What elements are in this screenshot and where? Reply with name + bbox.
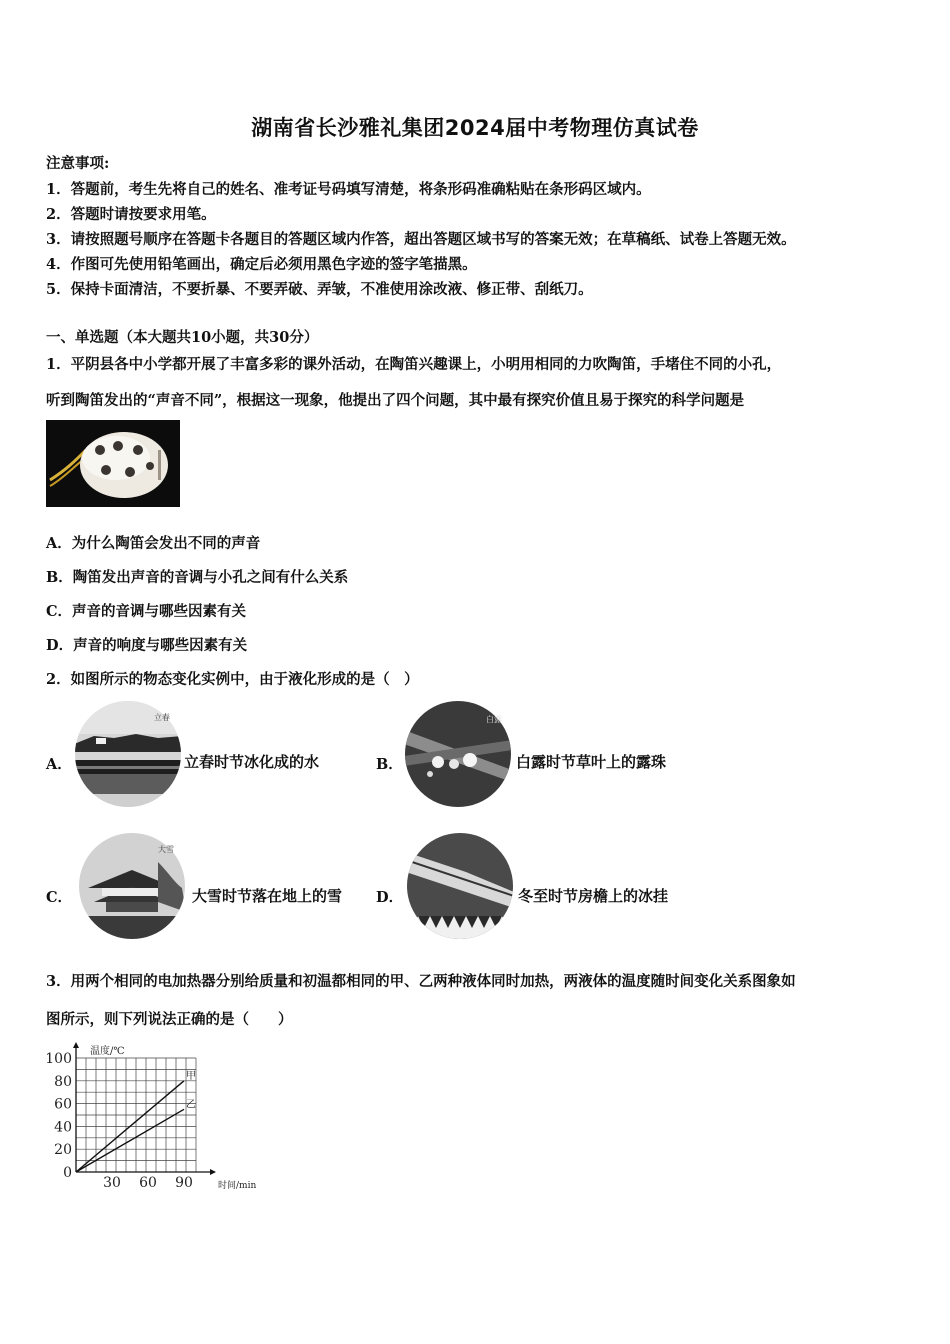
chart-svg bbox=[40, 1036, 257, 1196]
photo-caption: 大雪 bbox=[158, 845, 174, 854]
ocarina-photo bbox=[46, 420, 180, 507]
page-title: 湖南省长沙雅礼集团2024届中考物理仿真试卷 bbox=[251, 116, 699, 140]
series-label: 甲 bbox=[186, 1070, 196, 1082]
notice-heading: 注意事项: bbox=[46, 155, 110, 172]
notice-item: 5．保持卡面清洁，不要折暴、不要弄破、弄皱，不准使用涂改液、修正带、刮纸刀。 bbox=[46, 281, 593, 298]
notice-item: 1．答题前，考生先将自己的姓名、准考证号码填写清楚，将条形码准确粘贴在条形码区域内。 bbox=[46, 181, 651, 198]
y-tick-label: 60 bbox=[54, 1096, 72, 1113]
notice-item: 4．作图可先使用铅笔画出，确定后必须用黑色字迹的签字笔描黑。 bbox=[46, 256, 477, 273]
q3-stem-line2: 图所示，则下列说法正确的是（ ） bbox=[46, 1011, 293, 1028]
thawing-ice-photo bbox=[74, 700, 182, 808]
y-tick-label: 100 bbox=[45, 1051, 72, 1067]
x-axis-label: 时间/min bbox=[218, 1181, 257, 1191]
q2-stem: 2．如图所示的物态变化实例中，由于液化形成的是（ ） bbox=[46, 671, 419, 688]
q2-option-d-label: D． bbox=[376, 889, 404, 906]
y-tick-label: 40 bbox=[54, 1119, 72, 1136]
y-tick-label: 0 bbox=[63, 1165, 72, 1181]
dew-on-grass-photo bbox=[404, 700, 512, 808]
q2-option-b-label: B． bbox=[376, 756, 403, 773]
section-heading: 一、单选题（本大题共10小题，共30分） bbox=[46, 329, 319, 346]
q1-stem-line1: 1．平阴县各中小学都开展了丰富多彩的课外活动，在陶笛兴趣课上，小明用相同的力吹陶笛，手堵住不同的小孔， bbox=[46, 356, 782, 373]
x-axis-arrow bbox=[210, 1169, 216, 1175]
y-axis-arrow bbox=[73, 1042, 79, 1048]
y-tick-label: 20 bbox=[54, 1142, 72, 1159]
q2-option-a-label: A． bbox=[46, 756, 72, 773]
q1-stem-line2: 听到陶笛发出的“声音不同”，根据这一现象，他提出了四个问题，其中最有探究价值且易于探究的科学问题是 bbox=[46, 392, 745, 409]
q2-option-a-text: 立春时节冰化成的水 bbox=[184, 753, 320, 771]
q2-option-c-text: 大雪时节落在地上的雪 bbox=[192, 887, 343, 905]
q1-option-b: B．陶笛发出声音的音调与小孔之间有什么关系 bbox=[46, 569, 349, 586]
snow-scene-photo bbox=[78, 832, 186, 940]
y-axis-label: 温度/℃ bbox=[90, 1046, 125, 1057]
notice-item: 3．请按照题号顺序在答题卡各题目的答题区域内作答，超出答题区域书写的答案无效；在草稿纸、试卷上答题无效。 bbox=[46, 231, 796, 248]
photo-caption: 立春 bbox=[154, 713, 170, 722]
q1-option-c: C．声音的音调与哪些因素有关 bbox=[46, 603, 247, 620]
q2-option-d-text: 冬至时节房檐上的冰挂 bbox=[518, 887, 669, 905]
q1-option-a: A．为什么陶笛会发出不同的声音 bbox=[46, 535, 261, 552]
y-tick-label: 80 bbox=[54, 1073, 72, 1090]
x-tick-label: 30 bbox=[103, 1175, 121, 1191]
series-line-2 bbox=[76, 1109, 184, 1172]
icicles-photo bbox=[406, 832, 514, 940]
x-tick-label: 90 bbox=[175, 1175, 193, 1191]
q3-stem-line1: 3．用两个相同的电加热器分别给质量和初温都相同的甲、乙两种液体同时加热，两液体的温度随时间变化关系图象如 bbox=[46, 973, 796, 990]
temperature-time-chart bbox=[40, 1036, 257, 1196]
notice-item: 2．答题时请按要求用笔。 bbox=[46, 206, 216, 223]
x-tick-label: 60 bbox=[139, 1175, 157, 1191]
q2-option-b-text: 白露时节草叶上的露珠 bbox=[516, 753, 667, 771]
series-label: 乙 bbox=[186, 1099, 196, 1111]
q1-option-d: D．声音的响度与哪些因素有关 bbox=[46, 637, 248, 654]
q2-option-c-label: C． bbox=[46, 889, 73, 906]
photo-caption: 白露 bbox=[486, 715, 502, 724]
